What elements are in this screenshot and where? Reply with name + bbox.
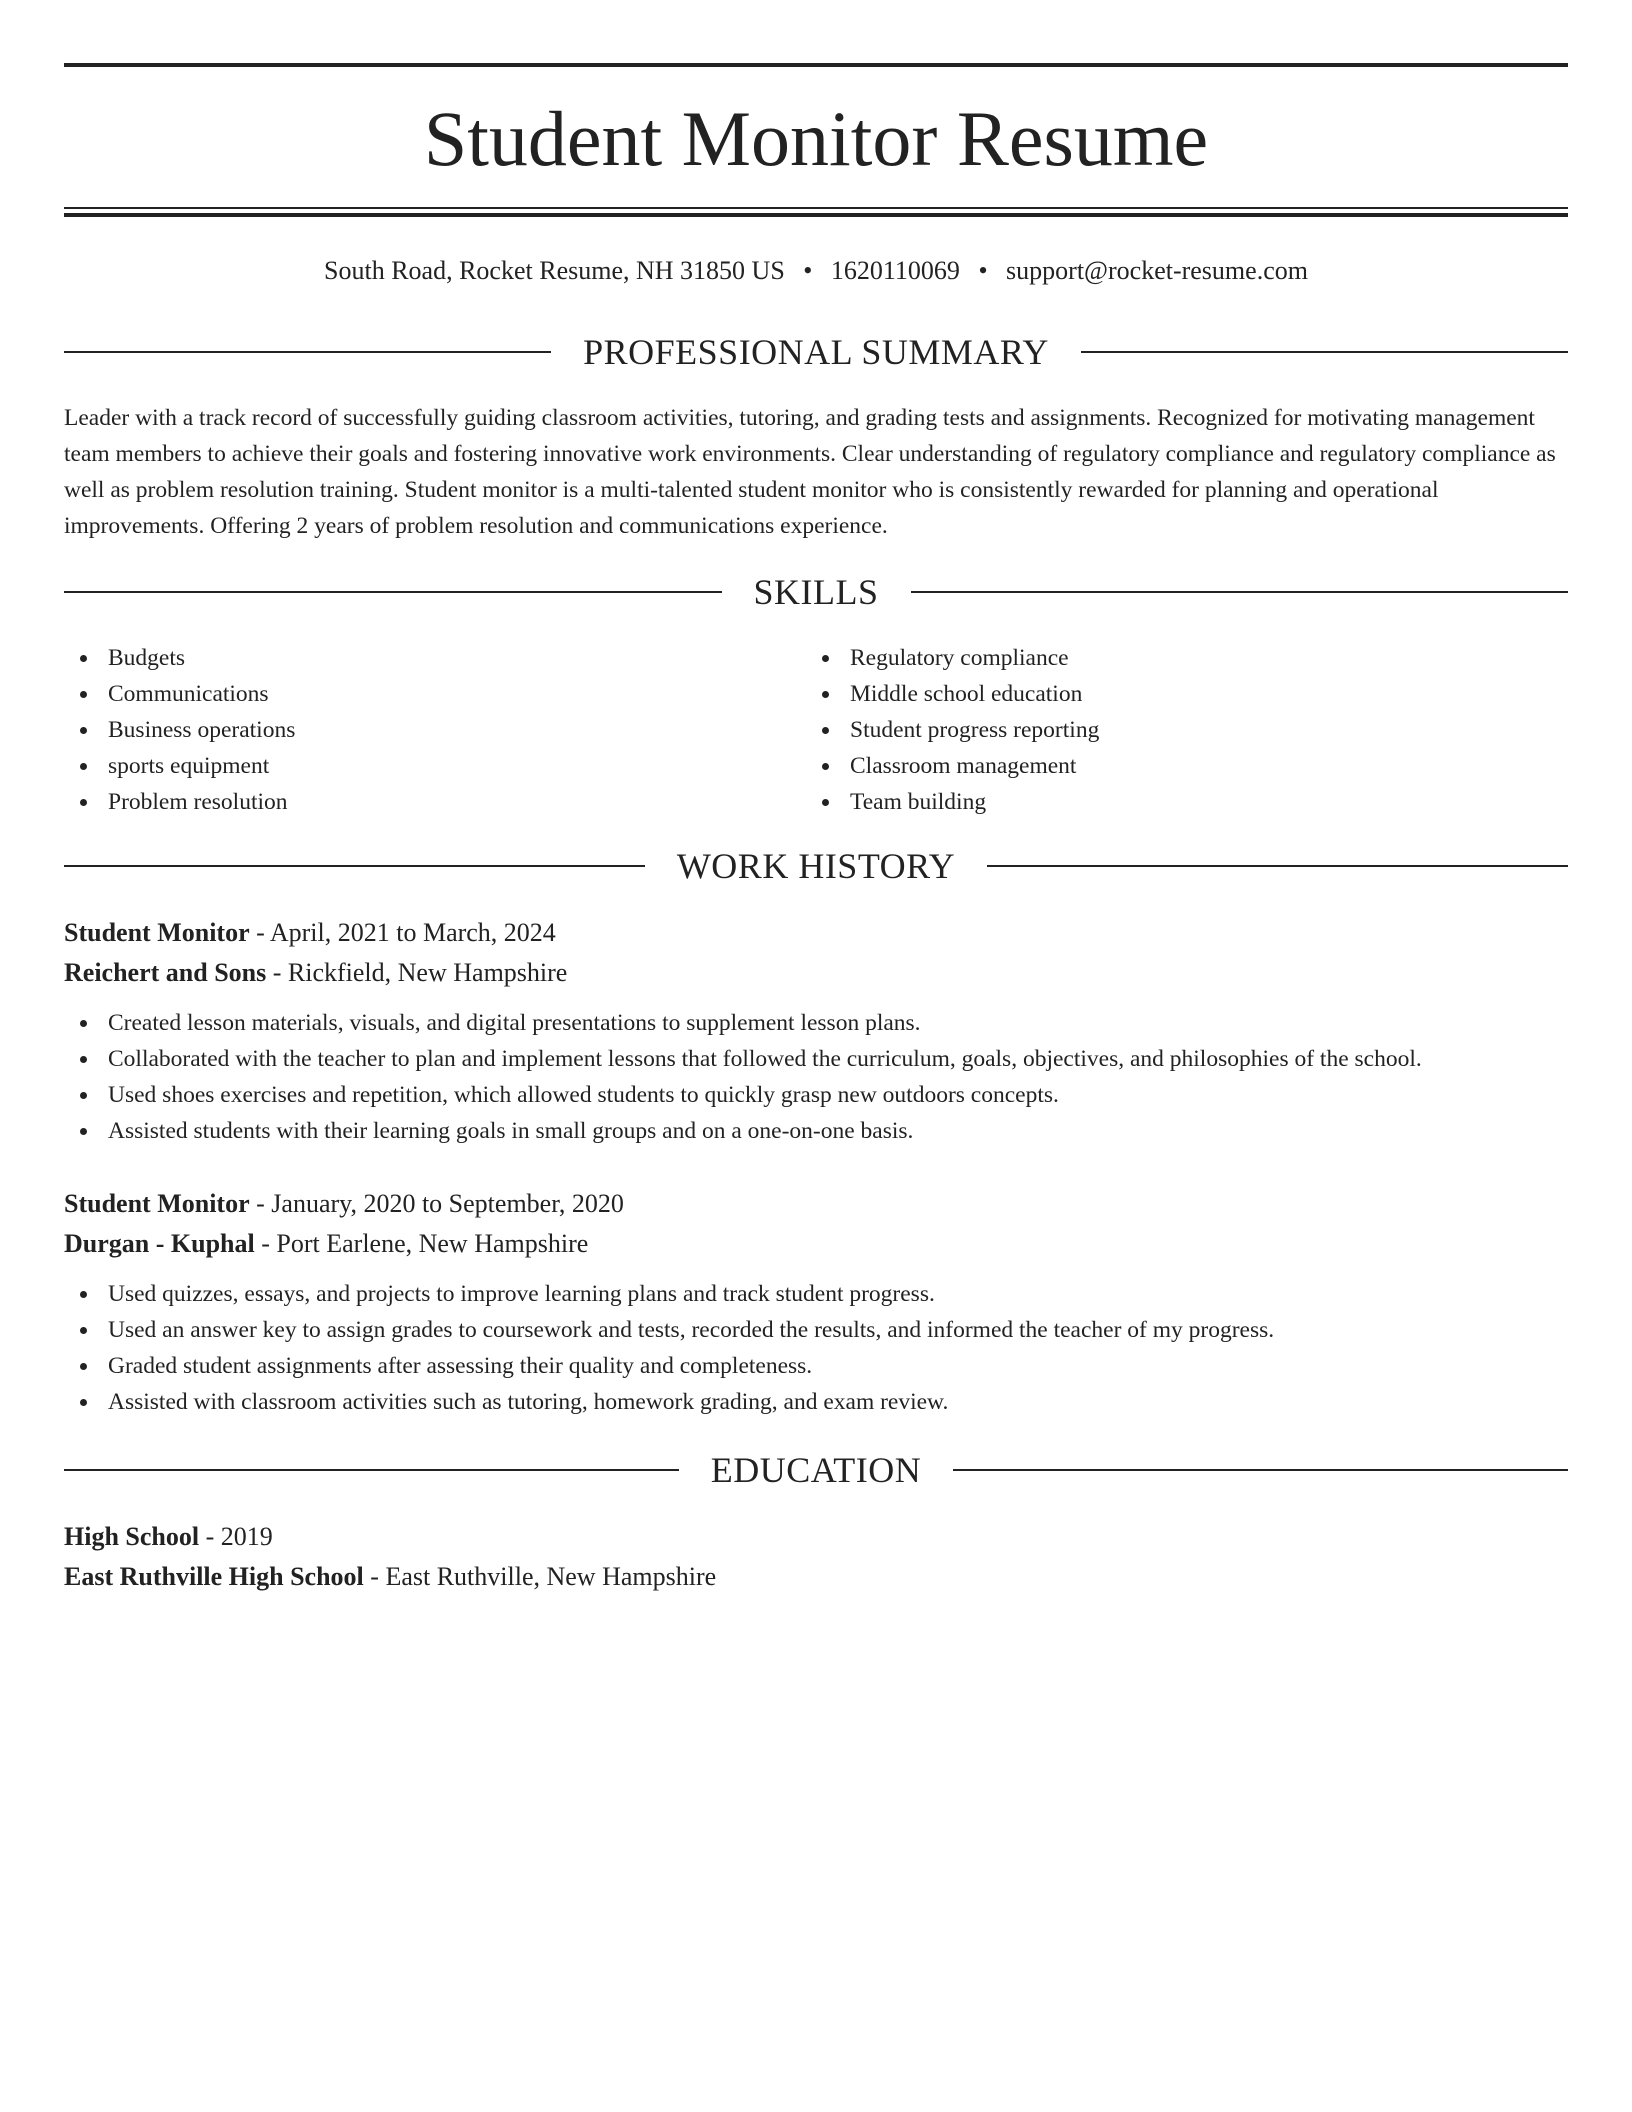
education-entry bbox=[64, 1517, 1568, 1597]
heading-rule bbox=[953, 1469, 1568, 1471]
skill-item: Budgets bbox=[64, 640, 806, 676]
top-rule bbox=[64, 63, 1568, 67]
section-heading-summary bbox=[64, 330, 1568, 374]
job-duty: Used an answer key to assign grades to coursework and tests, recorded the results, and informed the teacher of my progress. bbox=[64, 1312, 1568, 1348]
skill-item: Business operations bbox=[64, 712, 806, 748]
job-title: Student Monitor bbox=[64, 1189, 250, 1218]
skill-item: Communications bbox=[64, 676, 806, 712]
heading-rule bbox=[64, 591, 722, 593]
job-duty: Used shoes exercises and repetition, which allowed students to quickly grasp new outdoors concepts. bbox=[64, 1077, 1568, 1113]
contact-email: support@rocket-resume.com bbox=[1006, 256, 1308, 285]
skill-item: sports equipment bbox=[64, 748, 806, 784]
contact-separator: • bbox=[803, 256, 813, 285]
heading-rule bbox=[64, 865, 645, 867]
title-double-rule bbox=[64, 207, 1568, 217]
section-title: EDUCATION bbox=[710, 1450, 922, 1490]
section-title: SKILLS bbox=[753, 572, 879, 612]
job-company: Durgan - Kuphal bbox=[64, 1229, 255, 1258]
section-heading-work bbox=[64, 844, 1568, 888]
heading-rule bbox=[64, 1469, 679, 1471]
education-year: - 2019 bbox=[205, 1522, 273, 1551]
contact-phone: 1620110069 bbox=[830, 256, 960, 285]
job-duty: Created lesson materials, visuals, and digital presentations to supplement lesson plans. bbox=[64, 1005, 1568, 1041]
education-school-line bbox=[64, 1557, 1568, 1597]
job-location: - Port Earlene, New Hampshire bbox=[261, 1229, 589, 1258]
skill-item: Classroom management bbox=[806, 748, 1548, 784]
skill-item: Middle school education bbox=[806, 676, 1548, 712]
job-title-line bbox=[64, 1184, 1568, 1224]
job-duty: Collaborated with the teacher to plan and implement lessons that followed the curriculum, goals, objectives, and philosophies of the school. bbox=[64, 1041, 1568, 1077]
job-duty: Graded student assignments after assessing their quality and completeness. bbox=[64, 1348, 1568, 1384]
section-title: WORK HISTORY bbox=[676, 846, 956, 886]
education-location: - East Ruthville, New Hampshire bbox=[370, 1562, 717, 1591]
skill-item: Regulatory compliance bbox=[806, 640, 1548, 676]
job-dates: - January, 2020 to September, 2020 bbox=[256, 1189, 624, 1218]
job-company-line bbox=[64, 953, 1568, 993]
skill-item: Student progress reporting bbox=[806, 712, 1548, 748]
skill-item: Problem resolution bbox=[64, 784, 806, 820]
contact-separator: • bbox=[978, 256, 988, 285]
job-duties bbox=[64, 1005, 1568, 1149]
job-duty: Used quizzes, essays, and projects to improve learning plans and track student progress. bbox=[64, 1276, 1568, 1312]
job-duties bbox=[64, 1276, 1568, 1420]
job-entry bbox=[64, 913, 1568, 1149]
skills-column-left bbox=[64, 640, 806, 820]
job-duty: Assisted with classroom activities such as tutoring, homework grading, and exam review. bbox=[64, 1384, 1568, 1420]
heading-rule bbox=[987, 865, 1568, 867]
resume-title: Student Monitor Resume bbox=[423, 95, 1209, 182]
job-company: Reichert and Sons bbox=[64, 958, 267, 987]
job-entry bbox=[64, 1184, 1568, 1420]
job-title: Student Monitor bbox=[64, 918, 250, 947]
summary-text: Leader with a track record of successfully guiding classroom activities, tutoring, and grading tests and assignments. Recognized for motivating management team members to achieve their goals and fostering innovative work environments. Clear understanding of regulatory compliance and regulatory compliance as well as problem resolution training. Student monitor is a multi-talented student monitor who is consistently rewarded for planning and operational improvements. Offering 2 years of problem resolution and communications experience. bbox=[64, 405, 1556, 539]
heading-rule bbox=[64, 351, 551, 353]
job-title-line bbox=[64, 913, 1568, 953]
contact-line bbox=[64, 253, 1568, 289]
skill-item: Team building bbox=[806, 784, 1548, 820]
skills-column-right bbox=[806, 640, 1548, 820]
job-location: - Rickfield, New Hampshire bbox=[272, 958, 568, 987]
job-company-line bbox=[64, 1224, 1568, 1264]
heading-rule bbox=[1081, 351, 1568, 353]
education-degree: High School bbox=[64, 1522, 200, 1551]
section-heading-skills bbox=[64, 570, 1568, 614]
job-dates: - April, 2021 to March, 2024 bbox=[256, 918, 556, 947]
skills-list bbox=[64, 640, 1568, 820]
education-school: East Ruthville High School bbox=[64, 1562, 364, 1591]
job-duty: Assisted students with their learning goals in small groups and on a one-on-one basis. bbox=[64, 1113, 1568, 1149]
heading-rule bbox=[911, 591, 1569, 593]
section-title: PROFESSIONAL SUMMARY bbox=[583, 332, 1049, 372]
education-degree-line bbox=[64, 1517, 1568, 1557]
contact-address: South Road, Rocket Resume, NH 31850 US bbox=[324, 256, 785, 285]
section-heading-education bbox=[64, 1448, 1568, 1492]
